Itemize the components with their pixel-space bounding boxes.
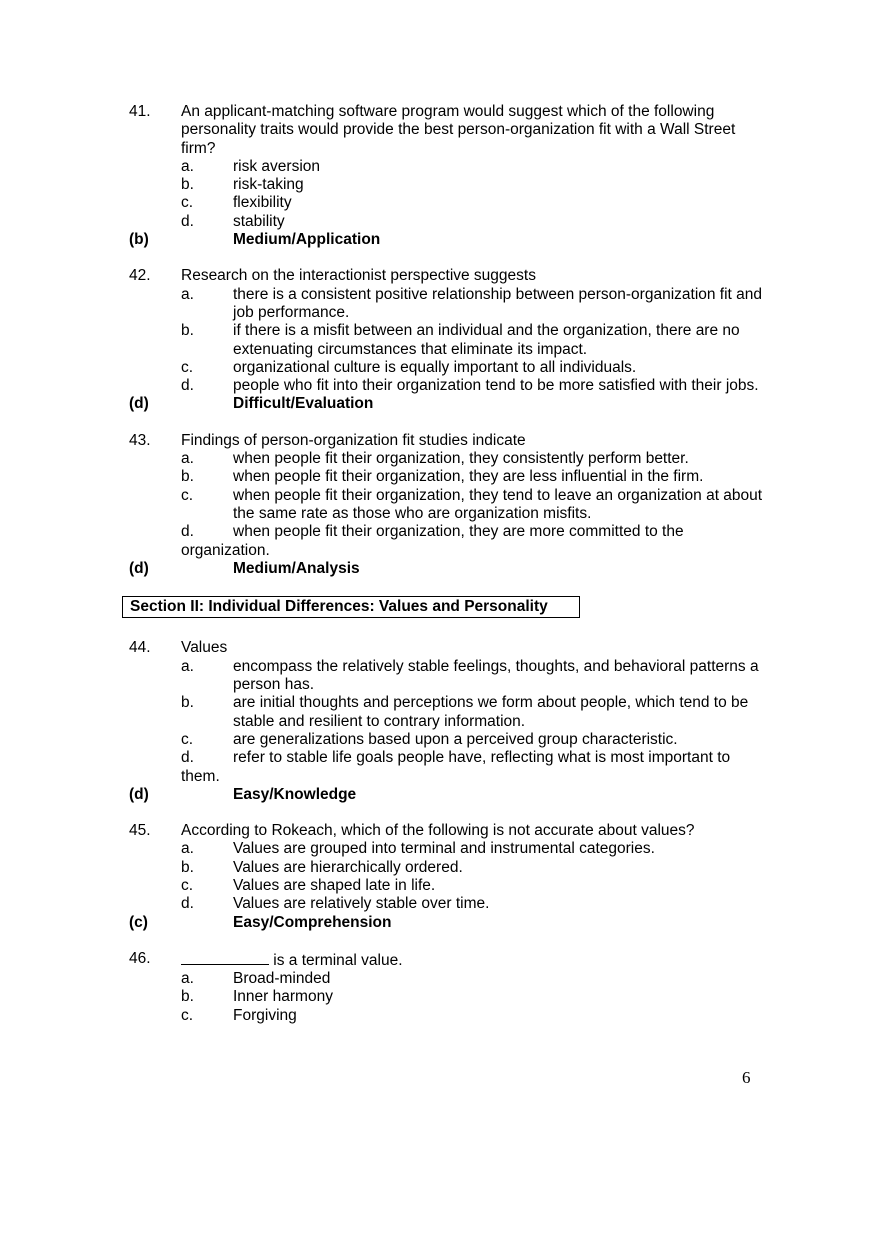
question-stem: Values xyxy=(181,639,228,657)
option-letter: b. xyxy=(181,694,194,712)
answer-key xyxy=(129,914,769,932)
option-b xyxy=(181,468,769,486)
option-letter: b. xyxy=(181,468,194,486)
option-text: are initial thoughts and perceptions we form about people, which tend to be stable and resilient to contrary information. xyxy=(233,694,749,730)
option-text: flexibility xyxy=(233,194,292,212)
question-stem: Findings of person-organization fit studies indicate xyxy=(181,431,526,449)
option-letter: d. xyxy=(181,749,194,767)
option-letter: c. xyxy=(181,1006,194,1024)
option-letter: d. xyxy=(181,212,194,230)
option-a xyxy=(181,158,769,176)
option-text: when people fit their organization, they are more committed to the organization. xyxy=(181,523,684,559)
option-b xyxy=(181,988,769,1006)
option-d xyxy=(181,377,769,395)
difficulty-level: Easy/Knowledge xyxy=(233,785,357,803)
question-stem: According to Rokeach, which of the following is not accurate about values? xyxy=(181,822,695,840)
option-b xyxy=(181,694,769,731)
option-letter: b. xyxy=(181,176,194,194)
question-41 xyxy=(129,103,769,249)
option-text: Values are grouped into terminal and instrumental categories. xyxy=(233,840,655,858)
answer-key xyxy=(129,786,769,804)
option-text: are generalizations based upon a perceived group characteristic. xyxy=(233,730,678,748)
option-b xyxy=(181,322,769,359)
option-letter: c. xyxy=(181,730,194,748)
question-number: 45. xyxy=(129,822,151,840)
option-b xyxy=(181,176,769,194)
question-number: 41. xyxy=(129,103,151,120)
answer-key xyxy=(129,231,769,249)
difficulty-level: Difficult/Evaluation xyxy=(233,395,374,413)
page-content xyxy=(129,103,769,1043)
option-d xyxy=(181,895,769,913)
option-letter: b. xyxy=(181,322,194,340)
option-letter: a. xyxy=(181,285,194,303)
option-d xyxy=(181,213,769,231)
question-number: 44. xyxy=(129,639,151,657)
page-number: 6 xyxy=(742,1068,751,1087)
option-text: people who fit into their organization tend to be more satisfied with their jobs. xyxy=(233,377,759,395)
option-text: Forgiving xyxy=(233,1006,297,1024)
answer-letter: (d) xyxy=(129,559,149,577)
option-letter: d. xyxy=(181,377,194,395)
option-text: stability xyxy=(233,212,285,230)
option-c xyxy=(181,487,769,524)
option-letter: a. xyxy=(181,840,194,858)
option-text: refer to stable life goals people have, reflecting what is most important to them. xyxy=(181,749,731,785)
option-a xyxy=(181,450,769,468)
option-a xyxy=(181,840,769,858)
option-text: Values are relatively stable over time. xyxy=(233,895,490,913)
option-a xyxy=(181,658,769,695)
answer-key xyxy=(129,395,769,413)
question-46 xyxy=(129,950,769,1025)
option-letter: a. xyxy=(181,970,194,988)
option-letter: b. xyxy=(181,858,194,876)
option-letter: a. xyxy=(181,157,194,175)
option-text: there is a consistent positive relationship between person-organization fit and job performance. xyxy=(233,285,763,321)
section-heading: Section II: Individual Differences: Values and Personality xyxy=(122,596,580,618)
answer-letter: (c) xyxy=(129,913,148,931)
option-letter: d. xyxy=(181,523,194,541)
option-c xyxy=(181,731,769,749)
question-stem xyxy=(181,950,769,970)
option-letter: a. xyxy=(181,450,194,468)
option-a xyxy=(181,970,769,988)
option-text: when people fit their organization, they tend to leave an organization at about the same rate as those who are organization misfits. xyxy=(233,486,763,522)
option-c xyxy=(181,194,769,212)
option-c xyxy=(181,359,769,377)
question-number: 43. xyxy=(129,431,151,449)
difficulty-level: Medium/Application xyxy=(233,231,381,249)
option-c xyxy=(181,877,769,895)
option-text: when people fit their organization, they consistently perform better. xyxy=(233,450,689,468)
option-letter: c. xyxy=(181,876,194,894)
question-43 xyxy=(129,432,769,578)
option-letter: a. xyxy=(181,657,194,675)
option-letter: c. xyxy=(181,486,194,504)
option-text: Values are shaped late in life. xyxy=(233,876,436,894)
option-text: Broad-minded xyxy=(233,970,331,988)
option-text: encompass the relatively stable feelings, thoughts, and behavioral patterns a person has. xyxy=(233,657,759,694)
option-text: risk aversion xyxy=(233,157,320,175)
question-stem: Research on the interactionist perspective suggests xyxy=(181,267,536,285)
option-text: organizational culture is equally important to all individuals. xyxy=(233,358,637,376)
question-44 xyxy=(129,639,769,804)
option-text: risk-taking xyxy=(233,176,304,194)
option-letter: b. xyxy=(181,988,194,1006)
option-text: Inner harmony xyxy=(233,988,333,1006)
option-text: Values are hierarchically ordered. xyxy=(233,858,463,876)
answer-letter: (d) xyxy=(129,395,149,413)
fill-in-blank xyxy=(181,950,269,965)
option-letter: c. xyxy=(181,358,194,376)
answer-key xyxy=(129,560,769,578)
option-text: if there is a misfit between an individual and the organization, there are no extenuating circumstances that eliminate its impact. xyxy=(233,322,740,358)
stem-text: is a terminal value. xyxy=(269,951,403,969)
answer-letter: (b) xyxy=(129,231,149,249)
difficulty-level: Medium/Analysis xyxy=(233,559,360,577)
option-d xyxy=(181,523,769,560)
question-42 xyxy=(129,267,769,413)
option-b xyxy=(181,859,769,877)
option-a xyxy=(181,286,769,323)
question-45 xyxy=(129,822,769,932)
answer-letter: (d) xyxy=(129,785,149,803)
option-c xyxy=(181,1007,769,1025)
question-number: 42. xyxy=(129,267,151,285)
option-letter: c. xyxy=(181,194,194,212)
question-stem: An applicant-matching software program would suggest which of the following personality traits would provide the best person-organization fit with a Wall Street firm? xyxy=(181,103,736,157)
option-d xyxy=(181,749,769,786)
difficulty-level: Easy/Comprehension xyxy=(233,913,392,931)
question-number: 46. xyxy=(129,949,151,967)
option-letter: d. xyxy=(181,895,194,913)
option-text: when people fit their organization, they are less influential in the firm. xyxy=(233,468,704,486)
